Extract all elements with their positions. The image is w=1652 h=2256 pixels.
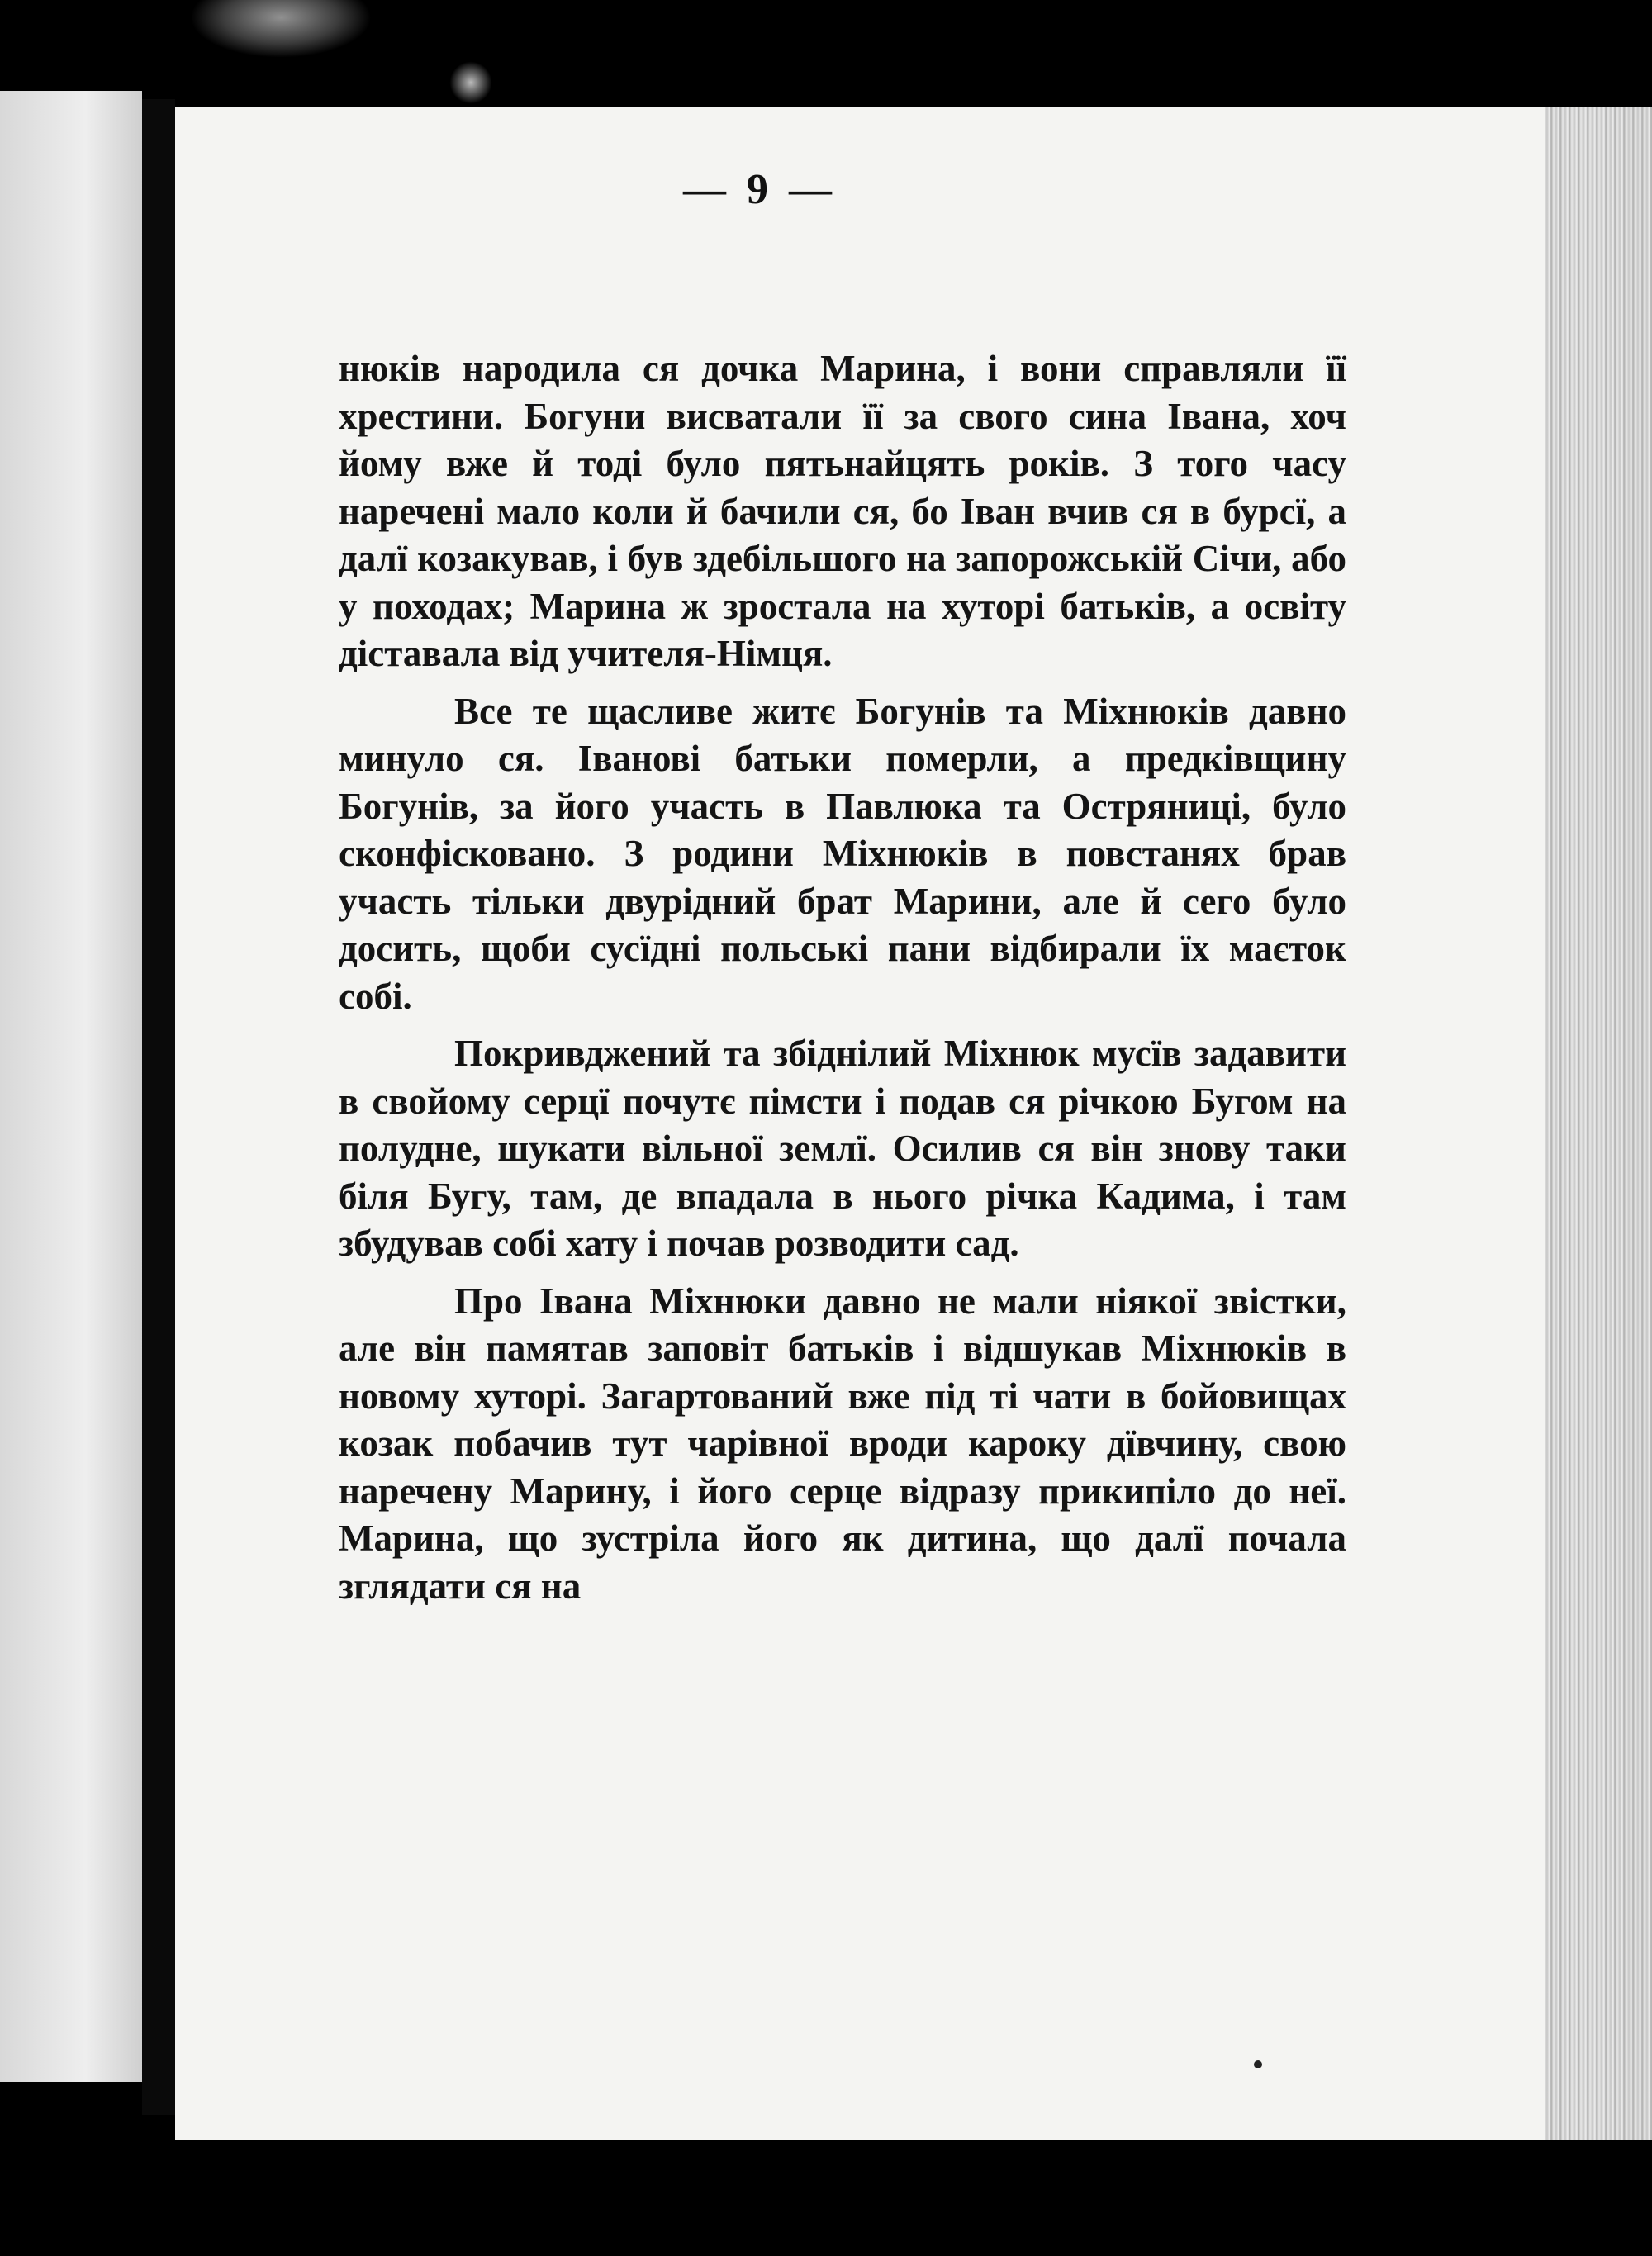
book-spine bbox=[142, 99, 175, 2115]
body-text bbox=[339, 345, 1346, 1620]
paragraph: Все те щасливе житє Богунів та Міхнюків давно минуло ся. Іванові батьки померли, а предківщину Богунів, за його участь в Павлюка та Остряниці, було сконфісковано. З родини Міхнюків в повстанях брав участь тільки двурідний брат Марини, але й сего було досить, щоби сусїдні польські пани відбирали їх маєток собі. bbox=[339, 690, 1346, 1017]
left-page-edge bbox=[0, 91, 142, 2082]
page-stack-edge bbox=[1545, 107, 1652, 2140]
page-number: — 9 — bbox=[683, 166, 837, 213]
scan-blot bbox=[190, 0, 372, 58]
ink-dot bbox=[1254, 2060, 1262, 2068]
paragraph: нюків народила ся дочка Марина, і вони справляли її хрестини. Богуни висватали її за свого сина Івана, хоч йому вже й тоді було пятьнайцять років. З того часу наречені мало коли й бачили ся, бо Іван вчив ся в бурсї, а далї козакував, і був здебільшого на запорожській Січи, або у походах; Марина ж зростала на хуторі батьків, а освіту діставала від учителя-Німця. bbox=[339, 348, 1346, 674]
scan-speck bbox=[446, 58, 496, 107]
paragraph: Покривджений та збіднілий Міхнюк мусїв задавити в свойому серцї почутє пімсти і подав ся річкою Бугом на полудне, шукати вільної землї. Осилив ся він знову таки біля Бугу, там, де впадала в нього річка Кадима, і там збудував собі хату і почав розводити сад. bbox=[339, 1033, 1346, 1264]
paragraph: Про Івана Міхнюки давно не мали ніякої звістки, але він памятав заповіт батьків і відшукав Міхнюків в новому хуторі. Загартований вже під ті чати в бойовищах козак побачив тут чарівної вроди кароку дївчину, свою наречену Марину, і його серце відразу прикипіло до неї. Марина, що зустріла його як дитина, що далї почала зглядати ся на bbox=[339, 1280, 1346, 1607]
